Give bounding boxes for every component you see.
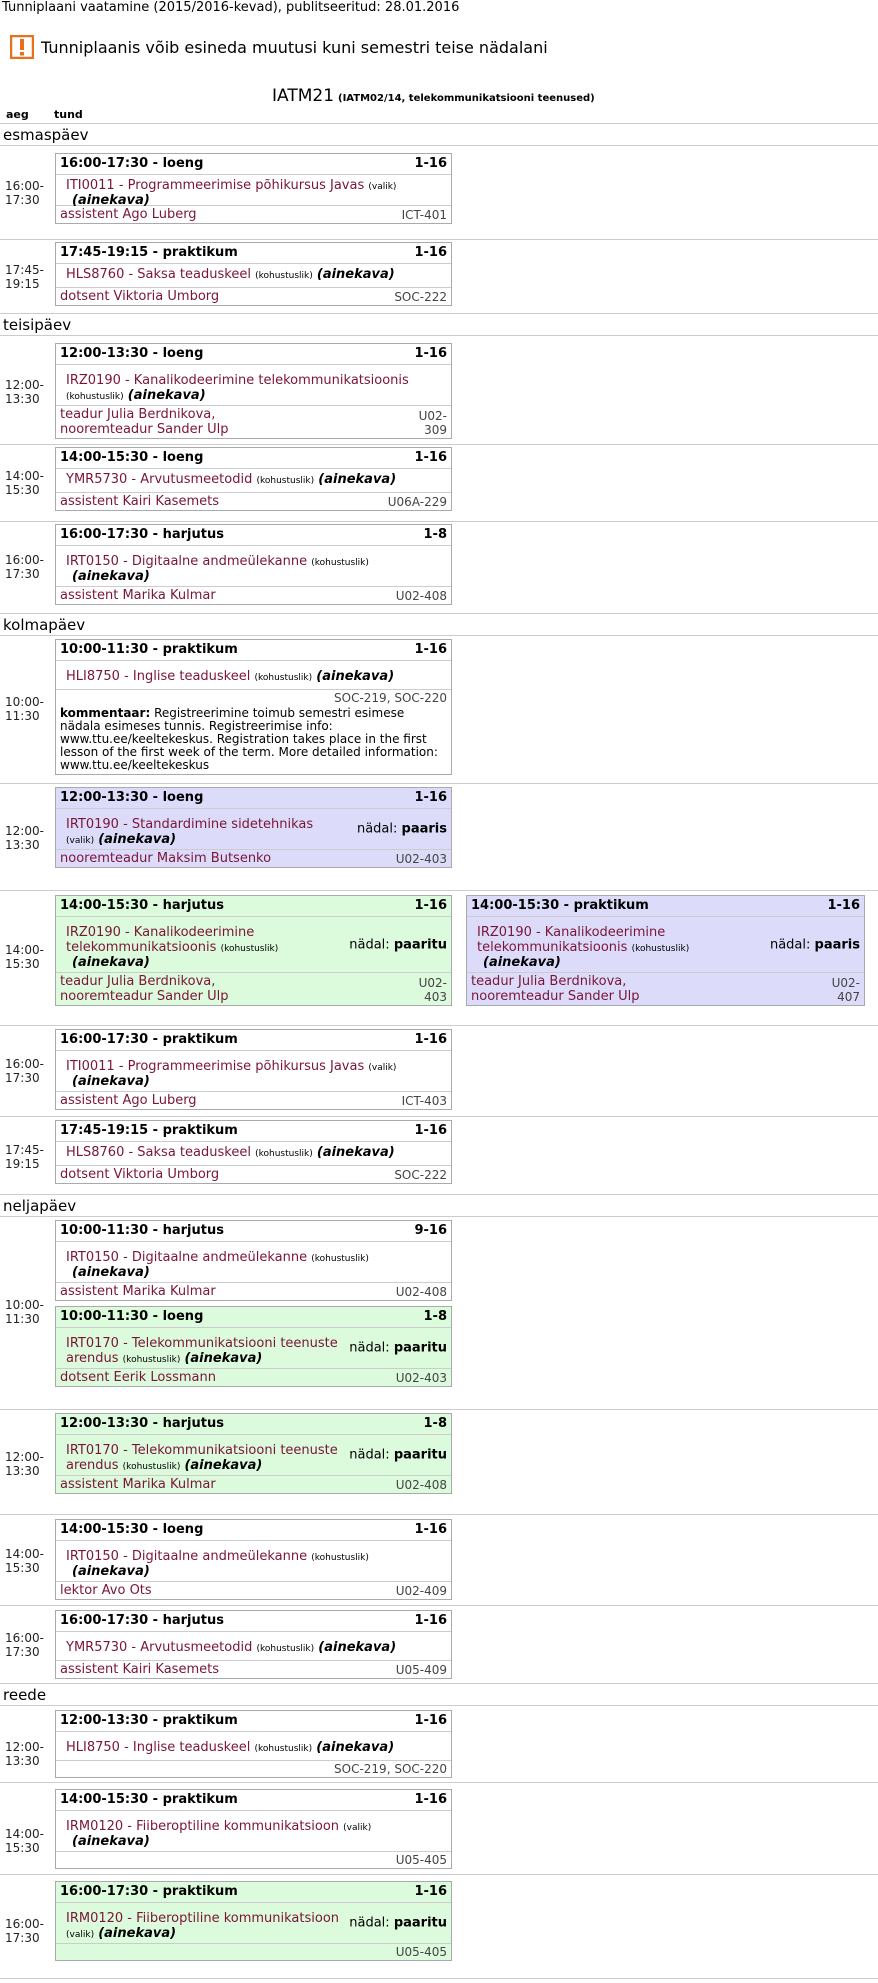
subject-type: (kohustuslik): [255, 1149, 313, 1159]
room-label: U02-403: [395, 1371, 447, 1385]
teacher-link[interactable]: assistent Marika Kulmar: [60, 1477, 216, 1492]
subject-link[interactable]: IRM0120 - Fiiberoptiline kommunikatsioon: [66, 1911, 340, 1926]
lesson-weeks: 1-8: [423, 1309, 447, 1324]
subject-link[interactable]: IRZ0190 - Kanalikodeerimine telekommunikatsioonis: [477, 925, 666, 955]
subject-type: (kohustuslik): [311, 558, 369, 568]
warning-text: Tunniplaanis võib esineda muutusi kuni semestri teise nädalani: [41, 37, 548, 57]
room-label: SOC-222: [394, 290, 447, 304]
lesson-card: [55, 242, 452, 306]
ainekava-link[interactable]: (ainekava): [98, 1926, 177, 1941]
room-label: ICT-403: [401, 1094, 447, 1108]
divider: [0, 1514, 878, 1515]
divider: [0, 1025, 878, 1026]
day-label: kolmapäev: [3, 616, 86, 634]
teacher-link[interactable]: teadur Julia Berdnikova, nooremteadur Sander Ulp: [60, 407, 229, 437]
lesson-weeks: 1-16: [414, 1713, 447, 1728]
subject-link[interactable]: ITI0011 - Programmeerimise põhikursus Javas: [66, 1059, 365, 1074]
teacher-link[interactable]: teadur Julia Berdnikova, nooremteadur Sander Ulp: [60, 974, 229, 1004]
lesson-weeks: 1-16: [414, 156, 447, 171]
divider: [0, 613, 878, 614]
ainekava-link[interactable]: (ainekava): [72, 1834, 150, 1849]
day-label: teisipäev: [3, 316, 72, 334]
lesson-weeks: 1-16: [414, 1522, 447, 1537]
room-label: U05-405: [395, 1853, 447, 1867]
lesson-card: [55, 1881, 452, 1961]
subject-type: (kohustuslik): [256, 1644, 315, 1654]
teacher-link[interactable]: dotsent Viktoria Umborg: [60, 289, 220, 304]
subject-link[interactable]: IRT0150 - Digitaalne andmeülekanne: [66, 554, 308, 569]
subject-link[interactable]: YMR5730 - Arvutusmeetodid: [66, 472, 253, 487]
room-label: ICT-401: [401, 208, 447, 222]
comment-label: kommentaar:: [60, 706, 151, 720]
col-aeg: aeg: [6, 108, 29, 121]
ainekava-link[interactable]: (ainekava): [127, 388, 206, 403]
lesson-card: [55, 1029, 452, 1110]
time-label: 16:00- 17:30: [5, 553, 44, 581]
time-label: 12:00- 13:30: [5, 1740, 44, 1768]
room-label: SOC-222: [394, 1168, 447, 1182]
room-label: U05-405: [395, 1945, 447, 1959]
lesson-comment: [56, 706, 451, 774]
group-title: [272, 86, 595, 106]
lesson-card: [55, 1610, 452, 1679]
room-label: U02- 309: [418, 409, 447, 437]
subject-link[interactable]: ITI0011 - Programmeerimise põhikursus Javas: [66, 178, 365, 193]
divider: [0, 1194, 878, 1195]
lesson-card: [55, 447, 452, 511]
time-label: 17:45- 19:15: [5, 263, 44, 291]
subject-type: (kohustuslik): [220, 944, 279, 954]
ainekava-link[interactable]: (ainekava): [316, 267, 395, 282]
lesson-time: 16:00-17:30 - praktikum: [60, 1032, 238, 1047]
lesson-time: 12:00-13:30 - harjutus: [60, 1416, 224, 1431]
subject-type: (valik): [368, 1063, 397, 1073]
lesson-time: 14:00-15:30 - loeng: [60, 450, 204, 465]
lesson-time: 16:00-17:30 - loeng: [60, 156, 204, 171]
teacher-link[interactable]: assistent Kairi Kasemets: [60, 1662, 219, 1677]
room-label: U02- 407: [831, 976, 860, 1004]
divider: [0, 635, 878, 636]
lesson-weeks: 1-16: [414, 898, 447, 913]
comment-text: Registreerimine toimub semestri esimese nädala esimeses tunnis. Registreerimise info: www.ttu.ee/keeltekeskus. Registration takes place in the first lesson of the first week of the term. More detailed information: www.ttu.ee/keeltekeskus: [60, 706, 438, 772]
lesson-weeks: 1-16: [827, 898, 860, 913]
week-label: nädal:: [349, 1340, 390, 1356]
lesson-time: 14:00-15:30 - praktikum: [471, 898, 649, 913]
group-code: IATM21: [272, 86, 335, 106]
divider: [0, 1782, 878, 1783]
ainekava-link[interactable]: (ainekava): [316, 1740, 395, 1755]
teacher-link[interactable]: assistent Ago Luberg: [60, 1093, 197, 1108]
ainekava-link[interactable]: (ainekava): [72, 193, 150, 208]
lesson-time: 12:00-13:30 - loeng: [60, 790, 204, 805]
lesson-weeks: 9-16: [414, 1223, 447, 1238]
week-label: nädal:: [349, 937, 390, 952]
teacher-link[interactable]: teadur Julia Berdnikova, nooremteadur Sander Ulp: [471, 974, 640, 1004]
teacher-link[interactable]: assistent Kairi Kasemets: [60, 494, 219, 509]
subject-link[interactable]: IRT0150 - Digitaalne andmeülekanne: [66, 1250, 308, 1265]
subject-type: (kohustuslik): [122, 1462, 181, 1472]
divider: [0, 1409, 878, 1410]
lesson-card: [55, 895, 452, 1006]
divider: [0, 1978, 878, 1979]
divider: [0, 145, 878, 146]
lesson-weeks: 1-16: [414, 642, 447, 657]
lesson-time: 14:00-15:30 - loeng: [60, 1522, 204, 1537]
lesson-card: [55, 1306, 452, 1387]
day-label: reede: [3, 1686, 47, 1704]
lesson-time: 16:00-17:30 - praktikum: [60, 1884, 238, 1899]
room-label: SOC-219, SOC-220: [334, 1762, 447, 1776]
divider: [0, 1874, 878, 1875]
divider: [0, 1683, 878, 1684]
ainekava-link[interactable]: (ainekava): [483, 955, 561, 970]
ainekava-link[interactable]: (ainekava): [72, 569, 150, 584]
lesson-card: [55, 1413, 452, 1494]
lesson-time: 10:00-11:30 - praktikum: [60, 642, 238, 657]
lesson-time: 17:45-19:15 - praktikum: [60, 245, 238, 260]
day-label: neljapäev: [3, 1197, 77, 1215]
lesson-time: 14:00-15:30 - praktikum: [60, 1792, 238, 1807]
time-label: 16:00- 17:30: [5, 179, 44, 207]
lesson-card: [55, 639, 452, 775]
subject-type: (kohustuslik): [256, 476, 315, 486]
subject-link[interactable]: IRZ0190 - Kanalikodeerimine telekommunikatsioonis: [66, 925, 255, 955]
week-parity: [349, 1341, 447, 1356]
col-tund: tund: [54, 108, 83, 121]
ainekava-link[interactable]: (ainekava): [316, 1145, 395, 1160]
lesson-time: 14:00-15:30 - harjutus: [60, 898, 224, 913]
lesson-weeks: 1-16: [414, 1884, 447, 1899]
subject-link[interactable]: IRT0150 - Digitaalne andmeülekanne: [66, 1549, 308, 1564]
subject-link[interactable]: IRT0170 - Telekommunikatsiooni teenuste arendus: [66, 1336, 338, 1366]
lesson-weeks: 1-16: [414, 1792, 447, 1807]
lesson-time: 17:45-19:15 - praktikum: [60, 1123, 238, 1138]
week-value: paaritu: [393, 1447, 447, 1463]
subject-link[interactable]: IRT0170 - Telekommunikatsiooni teenuste arendus: [66, 1443, 338, 1473]
time-label: 16:00- 17:30: [5, 1057, 44, 1085]
time-label: 12:00- 13:30: [5, 824, 44, 852]
subject-link[interactable]: IRT0190 - Standardimine sidetehnikas: [66, 817, 314, 832]
divider: [0, 1605, 878, 1606]
lesson-weeks: 1-16: [414, 1613, 447, 1628]
lesson-weeks: 1-16: [414, 1123, 447, 1138]
divider: [0, 444, 878, 445]
week-parity: [349, 937, 447, 952]
time-label: 16:00- 17:30: [5, 1917, 44, 1945]
subject-type: (kohustuslik): [255, 271, 313, 281]
subject-link[interactable]: IRM0120 - Fiiberoptiline kommunikatsioon: [66, 1819, 340, 1834]
lesson-weeks: 1-16: [414, 790, 447, 805]
time-label: 14:00- 15:30: [5, 1547, 44, 1575]
ainekava-link[interactable]: (ainekava): [72, 1074, 150, 1089]
week-parity: [770, 937, 860, 952]
subject-type: (kohustuslik): [631, 944, 690, 954]
time-label: 12:00- 13:30: [5, 1450, 44, 1478]
lesson-time: 12:00-13:30 - praktikum: [60, 1713, 238, 1728]
teacher-link[interactable]: assistent Marika Kulmar: [60, 1284, 216, 1299]
room-label: U02- 403: [418, 976, 447, 1004]
week-value: paaritu: [393, 1340, 447, 1356]
divider: [0, 123, 878, 124]
teacher-link[interactable]: dotsent Viktoria Umborg: [60, 1167, 220, 1182]
time-label: 14:00- 15:30: [5, 943, 44, 971]
week-value: paaris: [814, 937, 860, 952]
page-title: Tunniplaani vaatamine (2015/2016-kevad), publitseeritud: 28.01.2016: [2, 0, 460, 15]
warning-banner: [10, 34, 548, 60]
lesson-time: 10:00-11:30 - loeng: [60, 1309, 204, 1324]
lesson-weeks: 1-16: [414, 346, 447, 361]
lesson-time: 12:00-13:30 - loeng: [60, 346, 204, 361]
week-parity: [357, 822, 447, 837]
lesson-card: [55, 1789, 452, 1869]
time-label: 10:00- 11:30: [5, 695, 44, 723]
teacher-link[interactable]: dotsent Eerik Lossmann: [60, 1370, 216, 1385]
lesson-card: [55, 343, 452, 439]
day-label: esmaspäev: [3, 126, 89, 144]
ainekava-link[interactable]: (ainekava): [318, 472, 397, 487]
divider: [0, 890, 878, 891]
subject-type: (kohustuslik): [254, 673, 313, 683]
lesson-card: [55, 787, 452, 868]
ainekava-link[interactable]: (ainekava): [184, 1351, 263, 1366]
subject-link[interactable]: HLI8750 - Inglise teaduskeel: [66, 1740, 251, 1755]
subject-type: (kohustuslik): [254, 1744, 313, 1754]
lesson-card: [55, 1710, 452, 1778]
subject-type: (valik): [66, 1930, 95, 1940]
lesson-weeks: 1-8: [423, 1416, 447, 1431]
week-value: paaritu: [393, 1915, 447, 1931]
room-label: U06A-229: [387, 495, 447, 509]
lesson-time: 16:00-17:30 - harjutus: [60, 527, 224, 542]
lesson-weeks: 1-16: [414, 245, 447, 260]
subject-link[interactable]: YMR5730 - Arvutusmeetodid: [66, 1640, 253, 1655]
lesson-time: 16:00-17:30 - harjutus: [60, 1613, 224, 1628]
lesson-time: 10:00-11:30 - harjutus: [60, 1223, 224, 1238]
time-label: 12:00- 13:30: [5, 378, 44, 406]
subject-type: (valik): [343, 1823, 372, 1833]
subject-link[interactable]: HLI8750 - Inglise teaduskeel: [66, 669, 251, 684]
subject-link[interactable]: IRZ0190 - Kanalikodeerimine telekommunikatsioonis: [66, 373, 409, 388]
divider: [0, 1116, 878, 1117]
ainekava-link[interactable]: (ainekava): [72, 955, 150, 970]
teacher-link[interactable]: lektor Avo Ots: [60, 1583, 152, 1598]
ainekava-link[interactable]: (ainekava): [184, 1458, 263, 1473]
lesson-weeks: 1-16: [414, 450, 447, 465]
week-parity: [349, 1916, 447, 1931]
lesson-card: [55, 1120, 452, 1184]
lesson-card: [466, 895, 865, 1006]
ainekava-link[interactable]: (ainekava): [72, 1265, 150, 1280]
room-label: SOC-219, SOC-220: [334, 691, 447, 705]
time-label: 14:00- 15:30: [5, 469, 44, 497]
lesson-card: [55, 524, 452, 605]
lesson-card: [55, 153, 452, 224]
warning-icon: [10, 35, 34, 59]
divider: [0, 1705, 878, 1706]
lesson-card: [55, 1519, 452, 1600]
subject-type: (valik): [66, 836, 95, 846]
time-label: 14:00- 15:30: [5, 1827, 44, 1855]
subject-type: (kohustuslik): [311, 1553, 369, 1563]
lesson-weeks: 1-8: [423, 527, 447, 542]
room-label: U02-408: [395, 1478, 447, 1492]
ainekava-link[interactable]: (ainekava): [316, 669, 395, 684]
week-label: nädal:: [349, 1915, 390, 1931]
room-label: U02-403: [395, 852, 447, 866]
time-label: 10:00- 11:30: [5, 1298, 44, 1326]
ainekava-link[interactable]: (ainekava): [72, 1564, 150, 1579]
room-label: U02-409: [395, 1584, 447, 1598]
divider: [0, 239, 878, 240]
lesson-card: [55, 1220, 452, 1301]
teacher-link[interactable]: assistent Ago Luberg: [60, 207, 197, 222]
week-label: nädal:: [349, 1447, 390, 1463]
teacher-link[interactable]: assistent Marika Kulmar: [60, 588, 216, 603]
divider: [0, 521, 878, 522]
ainekava-link[interactable]: (ainekava): [98, 832, 177, 847]
divider: [0, 335, 878, 336]
lesson-weeks: 1-16: [414, 1032, 447, 1047]
week-label: nädal:: [356, 821, 398, 837]
week-value: paaritu: [393, 937, 447, 952]
divider: [0, 313, 878, 314]
subject-type: (kohustuslik): [66, 392, 124, 402]
ainekava-link[interactable]: (ainekava): [318, 1640, 397, 1655]
room-label: U05-409: [395, 1663, 447, 1677]
subject-link[interactable]: HLS8760 - Saksa teaduskeel: [66, 267, 251, 282]
group-subtitle: (IATM02/14, telekommunikatsiooni teenused): [338, 93, 595, 104]
subject-type: (kohustuslik): [122, 1355, 181, 1365]
subject-type: (valik): [368, 182, 397, 192]
week-parity: [349, 1448, 447, 1463]
week-value: paaris: [401, 821, 447, 837]
time-label: 16:00- 17:30: [5, 1631, 44, 1659]
week-label: nädal:: [769, 937, 811, 952]
room-label: U02-408: [395, 589, 447, 603]
time-label: 17:45- 19:15: [5, 1143, 44, 1171]
divider: [0, 1216, 878, 1217]
divider: [0, 783, 878, 784]
room-label: U02-408: [395, 1285, 447, 1299]
subject-link[interactable]: HLS8760 - Saksa teaduskeel: [66, 1145, 251, 1160]
subject-type: (kohustuslik): [311, 1254, 369, 1264]
teacher-link[interactable]: nooremteadur Maksim Butsenko: [60, 851, 272, 866]
